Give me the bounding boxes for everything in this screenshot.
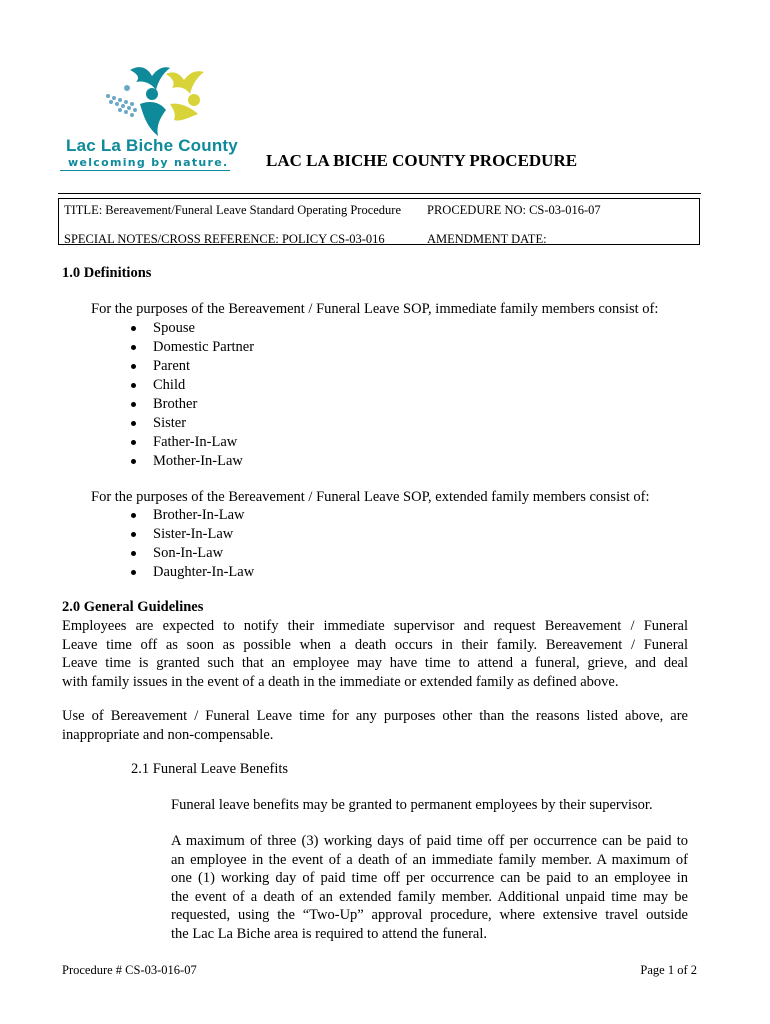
procedure-info-box <box>58 198 700 245</box>
logo-tagline: welcoming by nature. <box>68 156 229 169</box>
extended-family-intro: For the purposes of the Bereavement / Funeral Leave SOP, extended family members consist of: <box>91 489 650 505</box>
subsection-funeral-leave-title: 2.1 Funeral Leave Benefits <box>131 761 289 777</box>
list-item: Son-In-Law <box>128 544 254 563</box>
guidelines-paragraph-2: Use of Bereavement / Funeral Leave time for any purposes other than the reasons listed above, are inappropriate and non-compensable. <box>62 708 688 743</box>
logo-county-name: Lac La Biche County <box>66 136 238 155</box>
section-definitions-title: 1.0 Definitions <box>62 265 152 281</box>
list-item: Parent <box>128 357 254 376</box>
funeral-leave-paragraph-1: Funeral leave benefits may be granted to permanent employees by their supervisor. <box>171 797 653 813</box>
list-item: Child <box>128 376 254 395</box>
immediate-family-list <box>128 319 254 471</box>
header-divider <box>58 193 701 194</box>
list-item: Daughter-In-Law <box>128 563 254 582</box>
list-item: Father-In-Law <box>128 433 254 452</box>
amendment-date: AMENDMENT DATE: <box>427 232 547 246</box>
section-guidelines-title: 2.0 General Guidelines <box>62 599 204 615</box>
guidelines-paragraph-1: Employees are expected to notify their immediate supervisor and request Bereavement / Funeral Leave time off as soon as possible when a death occurs in their family. Bereavement / Funeral Leave time is granted such that an employee may have time to attend a funeral, grieve, and deal with family issues in the event of a death in the immediate or extended family as defined above. <box>62 618 688 690</box>
footer-page-number: Page 1 of 2 <box>640 963 697 977</box>
footer-procedure-number: Procedure # CS-03-016-07 <box>62 963 197 977</box>
list-item: Domestic Partner <box>128 338 254 357</box>
immediate-family-intro: For the purposes of the Bereavement / Funeral Leave SOP, immediate family members consist of: <box>91 301 659 317</box>
extended-family-list <box>128 506 254 582</box>
logo-dotted-figure <box>106 85 137 117</box>
list-item: Mother-In-Law <box>128 452 254 471</box>
page-title: LAC LA BICHE COUNTY PROCEDURE <box>266 151 578 170</box>
procedure-title: TITLE: Bereavement/Funeral Leave Standard Operating Procedure <box>64 203 402 217</box>
cross-reference: SPECIAL NOTES/CROSS REFERENCE: POLICY CS-03-016 <box>64 232 385 246</box>
procedure-number: PROCEDURE NO: CS-03-016-07 <box>427 203 601 217</box>
list-item: Sister <box>128 414 254 433</box>
logo-figures-icon <box>100 60 220 138</box>
funeral-leave-paragraph-2: A maximum of three (3) working days of paid time off per occurrence can be paid to an employee in the event of a death of an immediate family member. A maximum of one (1) working day of paid time off per occurrence can be paid to an employee in the event of a death of an extended family member. Additional unpaid time may be requested, using the “Two-Up” approval procedure, where extensive travel outside the Lac La Biche area is required to attend the funeral. <box>171 833 688 942</box>
list-item: Spouse <box>128 319 254 338</box>
logo-underline <box>60 170 230 171</box>
list-item: Sister-In-Law <box>128 525 254 544</box>
list-item: Brother-In-Law <box>128 506 254 525</box>
list-item: Brother <box>128 395 254 414</box>
